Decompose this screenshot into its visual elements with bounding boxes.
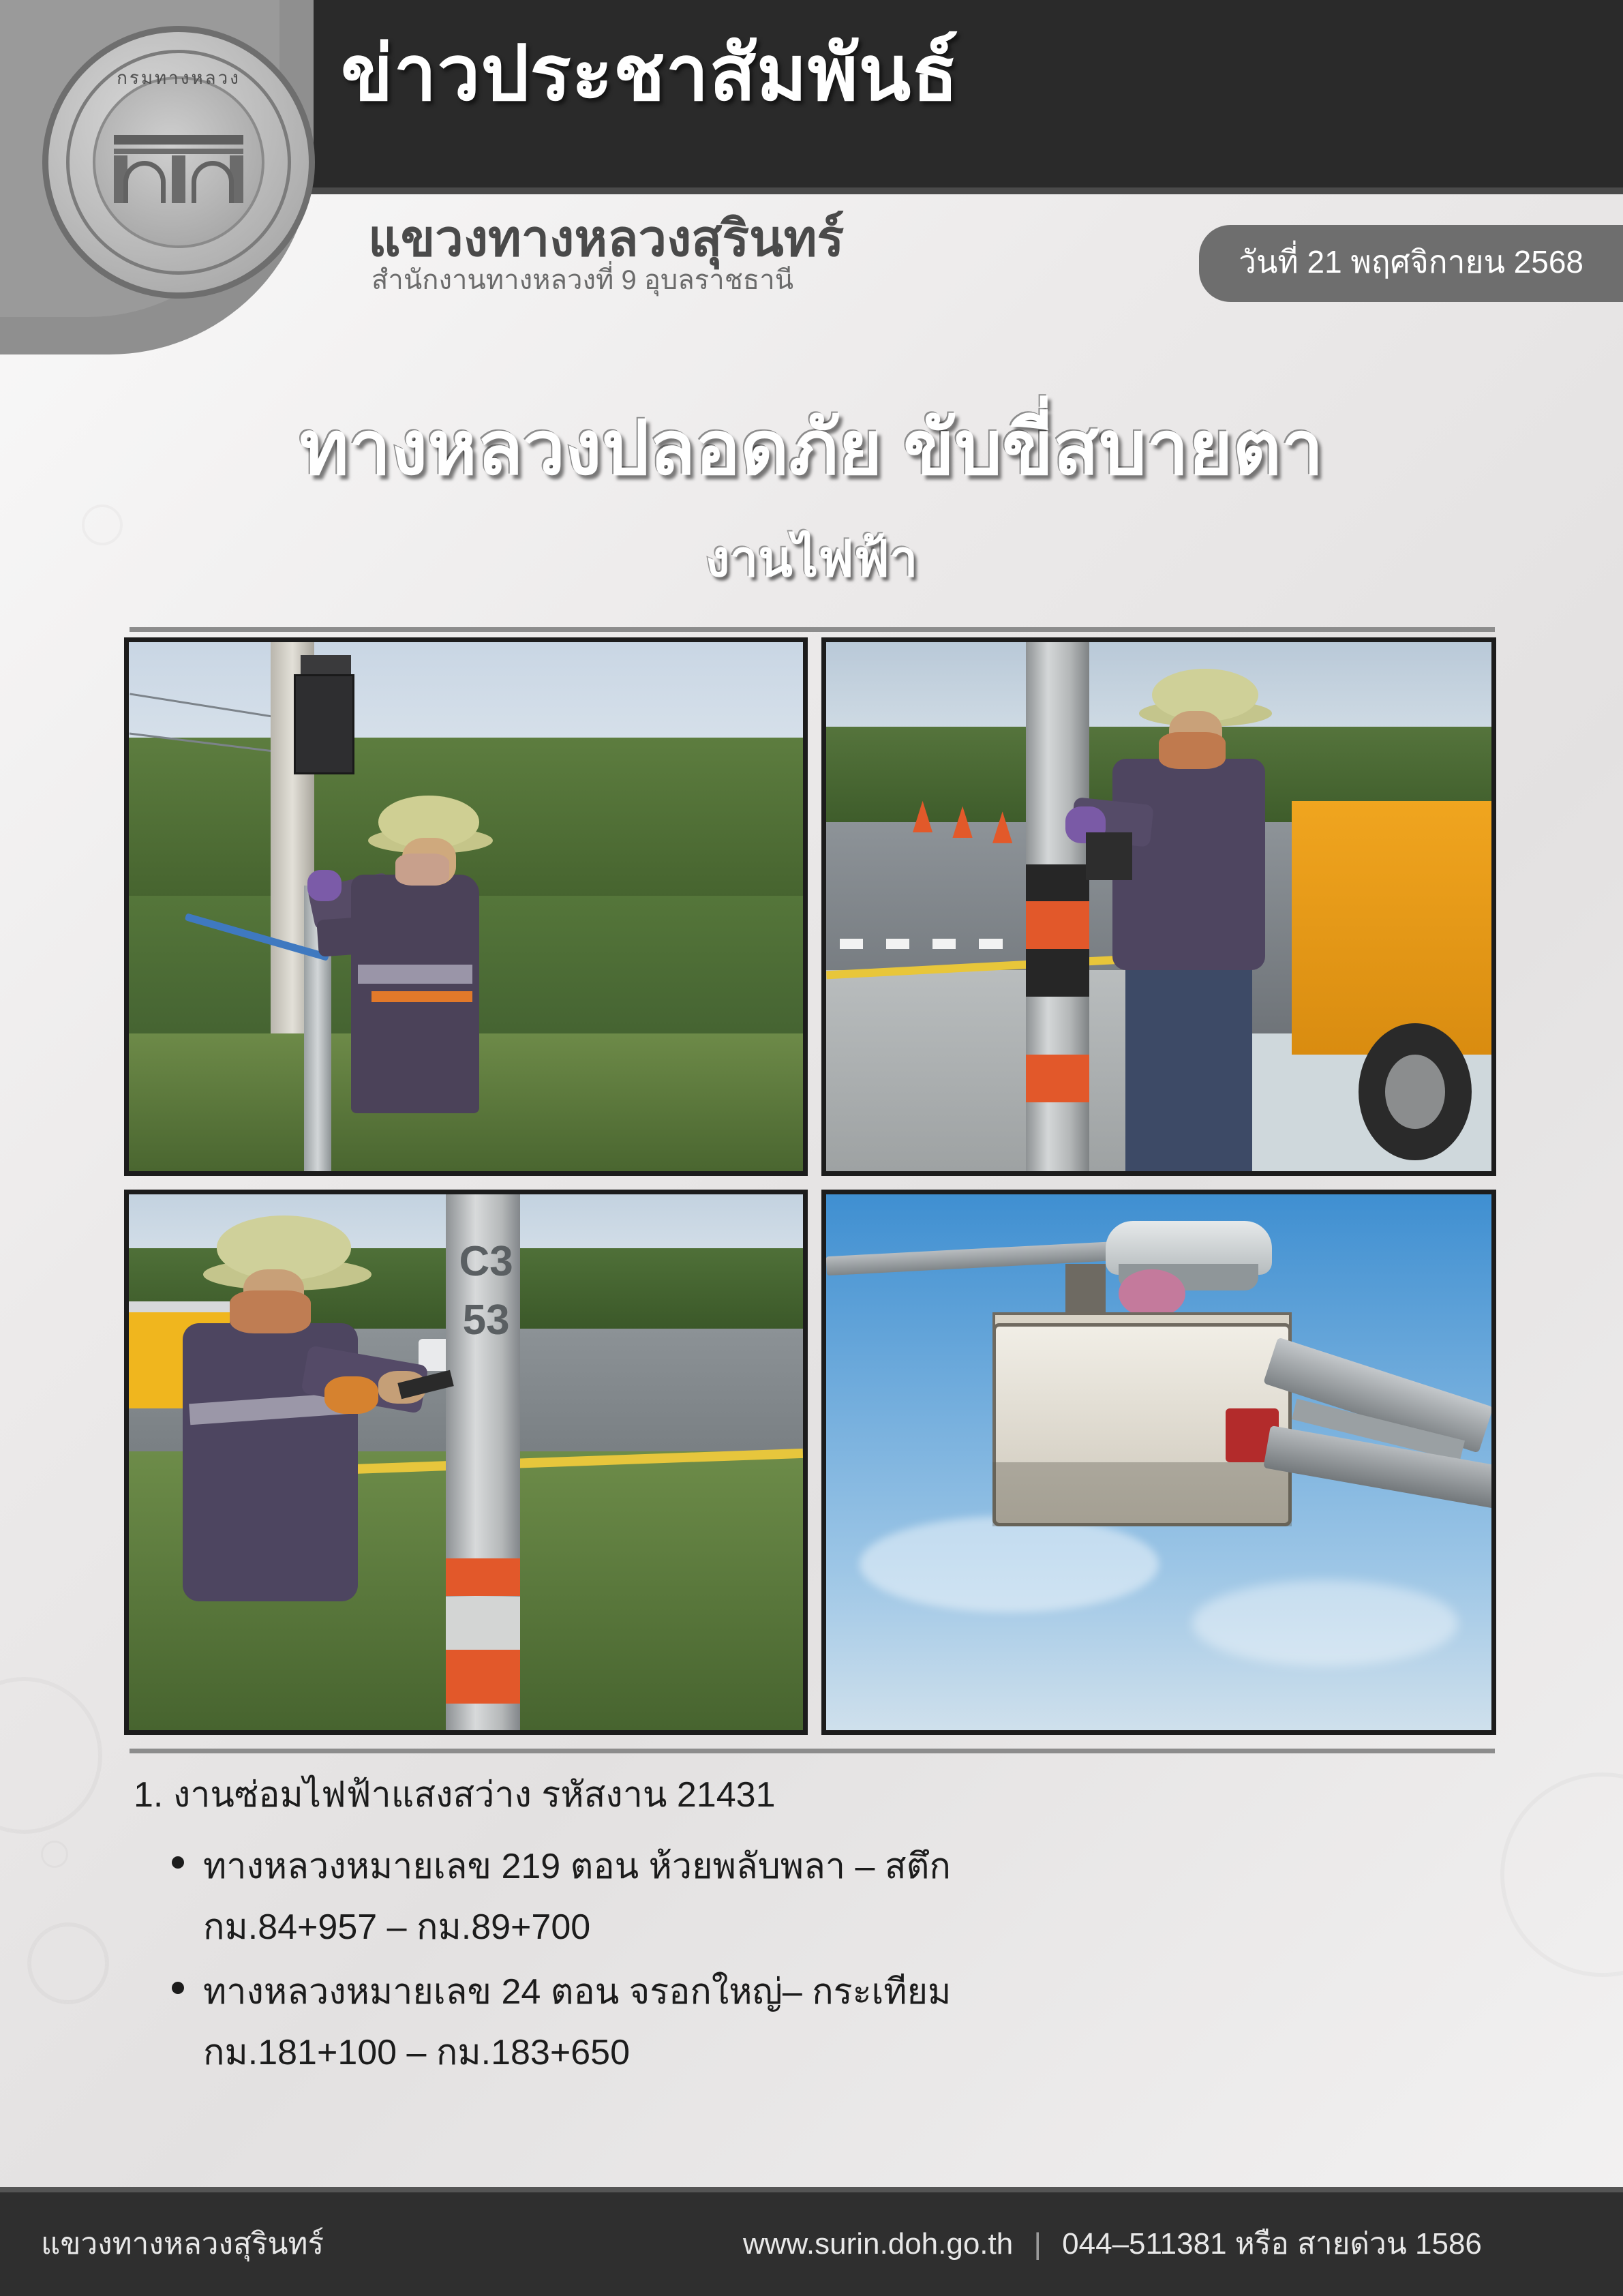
cloud <box>860 1516 1159 1612</box>
electrical-control-box <box>294 674 354 774</box>
pole-orange-band <box>1026 1055 1089 1102</box>
worker-face-scarf <box>1159 732 1226 769</box>
bullet-row <box>172 1963 1497 2019</box>
pole-code-top: C3 <box>459 1237 513 1285</box>
seal-bridge-pier <box>172 155 185 203</box>
header <box>0 0 1623 339</box>
footer-phone: 044–511381 หรือ สายด่วน 1586 <box>1062 2227 1482 2261</box>
worker-in-bucket <box>1119 1269 1185 1318</box>
list-item <box>172 1837 1497 1954</box>
bullet-text: ทางหลวงหมายเลข 219 ตอน ห้วยพลับพลา – สตึก <box>203 1847 951 1886</box>
bucket-shadow <box>992 1462 1292 1526</box>
bullet-dot-icon <box>172 1982 184 1994</box>
seal-bridge-emblem <box>114 121 243 203</box>
pole-code-bottom: 53 <box>462 1297 510 1344</box>
pole-orange-band <box>446 1650 520 1704</box>
worker-glove <box>324 1376 378 1414</box>
decorative-circle <box>0 1677 102 1834</box>
seal-outer-ring <box>66 50 291 275</box>
electrical-fixture <box>1086 832 1132 880</box>
pole-orange-band <box>446 1558 520 1596</box>
worker-body <box>1112 759 1265 970</box>
maintenance-truck <box>1292 801 1491 1055</box>
road-dash <box>932 939 956 950</box>
work-item-line: 1. งานซ่อมไฟฟ้าแสงสว่าง รหัสงาน 21431 <box>134 1775 776 1815</box>
seal-bridge-deck <box>114 135 243 145</box>
organization-office: สำนักงานทางหลวงที่ 9 อุบลราชธานี <box>371 265 794 295</box>
worker-jeans <box>1125 960 1252 1171</box>
worker-face-scarf <box>230 1290 311 1333</box>
department-seal-logo <box>42 26 315 299</box>
pole-white-band <box>446 1597 520 1650</box>
pole-orange-band <box>1026 901 1089 949</box>
worker-glove <box>307 870 341 902</box>
grid-bottom-divider <box>130 1749 1495 1753</box>
list-item <box>172 1963 1497 2080</box>
date-badge: วันที่ 21 พฤศจิกายน 2568 <box>1199 225 1623 302</box>
worker-mask <box>395 854 449 886</box>
photo-bucket-lift-streetlight <box>821 1190 1496 1735</box>
page-subtitle: งานไฟฟ้า <box>705 530 918 587</box>
pole-black-band <box>1026 864 1089 901</box>
seal-top-text: กรมทางหลวง <box>117 67 241 88</box>
cloud <box>1192 1580 1458 1666</box>
pole-black-band <box>1026 949 1089 997</box>
bullet-subtext: กม.181+100 – กม.183+650 <box>203 2033 631 2072</box>
decorative-circle <box>41 1841 68 1868</box>
news-title: ข่าวประชาสัมพันธ์ <box>341 31 959 116</box>
bullet-row <box>172 1837 1497 1894</box>
bullet-subtext: กม.84+957 – กม.89+700 <box>203 1907 591 1947</box>
seal-bridge-deck2 <box>114 149 243 154</box>
photo-worker-pole-truck <box>821 637 1496 1176</box>
grid-top-divider <box>130 627 1495 632</box>
road-dash <box>979 939 1002 950</box>
work-bullet-list <box>172 1837 1497 2080</box>
photo-worker-control-box <box>124 637 808 1176</box>
bullet-text: ทางหลวงหมายเลข 24 ตอน จรอกใหญ่– กระเทียม <box>203 1972 952 2012</box>
road-dash <box>886 939 909 950</box>
photo-worker-roadside-pole <box>124 1190 808 1735</box>
footer-website[interactable]: www.surin.doh.go.th <box>743 2227 1014 2261</box>
bullet-dot-icon <box>172 1856 184 1869</box>
road-dash <box>840 939 863 950</box>
footer-divider <box>0 2187 1623 2192</box>
truck-wheel-rim <box>1385 1055 1445 1129</box>
decorative-circle <box>1500 1772 1623 1977</box>
footer-org-name: แขวงทางหลวงสุรินทร์ <box>41 2227 324 2261</box>
page-title: ทางหลวงปลอดภัย ขับขี่สบายตา <box>299 406 1324 490</box>
footer-contact <box>743 2220 1482 2267</box>
body-content <box>134 1766 1497 2088</box>
seal-bridge-arch <box>123 161 166 203</box>
uniform-stripe <box>358 965 472 983</box>
footer-separator: | <box>1033 2227 1042 2261</box>
decorative-circle <box>27 1922 109 2004</box>
seal-inner-ring <box>93 76 264 248</box>
organization-name: แขวงทางหลวงสุรินทร์ <box>368 210 845 267</box>
uniform-orange-stripe <box>371 991 472 1002</box>
footer <box>0 2187 1623 2296</box>
seal-bridge-arch <box>192 161 234 203</box>
